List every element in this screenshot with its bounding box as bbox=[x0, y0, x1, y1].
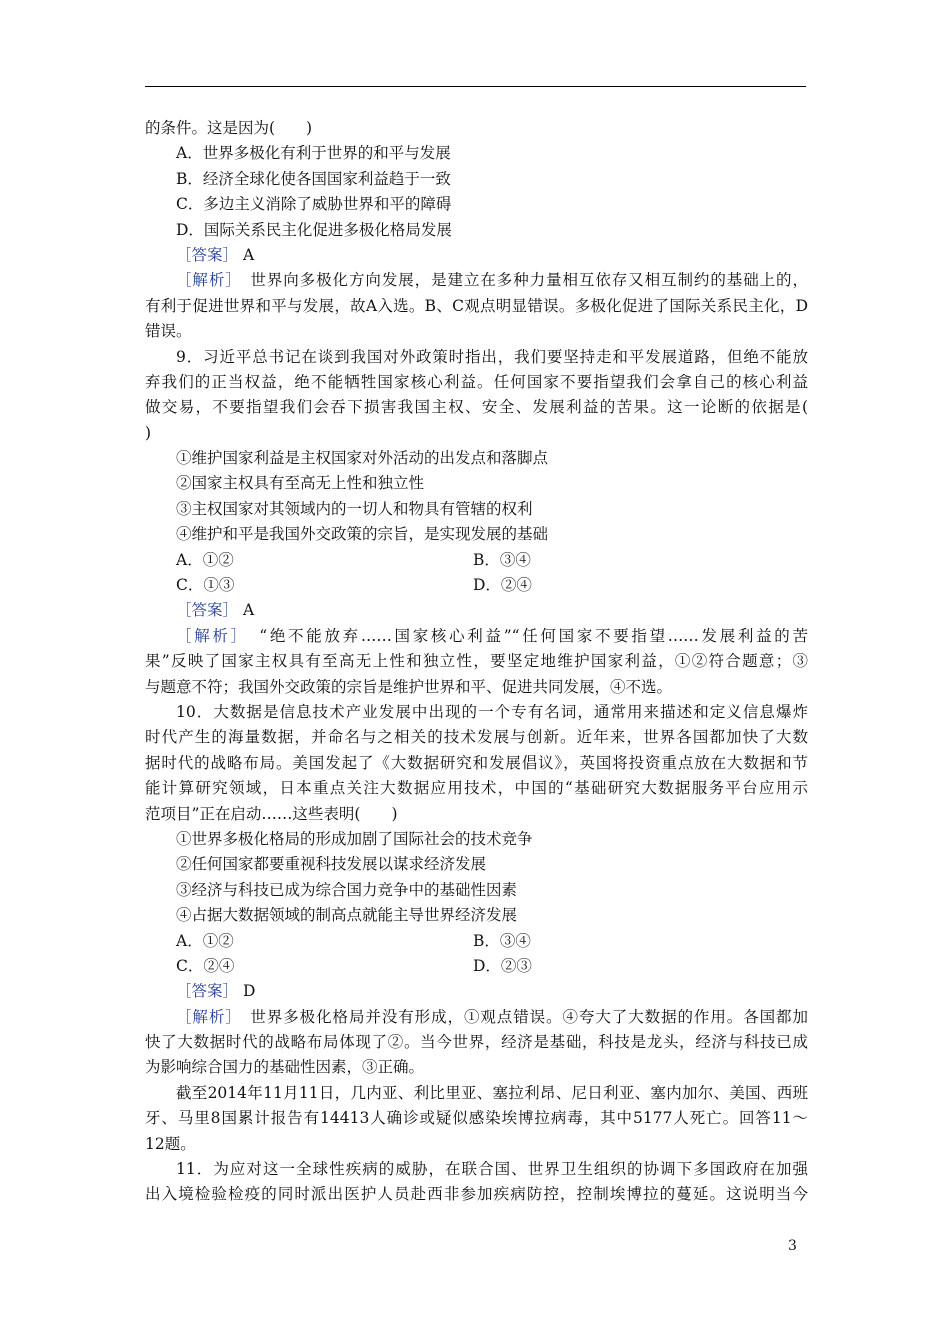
q10-stem-line-3: 据时代的战略布局。美国发起了《大数据研究和发展倡议》，英国将投资重点放在大数据和节 bbox=[145, 753, 808, 772]
q9-item-1: ①维护国家利益是主权国家对外活动的出发点和落脚点 bbox=[176, 449, 549, 468]
q9-option-c: C．①③ bbox=[176, 576, 235, 595]
q10-option-b: B．③④ bbox=[473, 931, 531, 950]
q9-analysis-line-2: 果”反映了国家主权具有至高无上性和独立性，要坚定地维护国家利益，①②符合题意；③ bbox=[145, 652, 808, 671]
q10-analysis-line-2: 快了大数据时代的战略布局体现了②。当今世界，经济是基础，科技是龙头，经济与科技已成 bbox=[145, 1033, 808, 1052]
analysis-label: ［解析］ bbox=[176, 1007, 234, 1026]
q10-answer-value: D bbox=[242, 982, 256, 1001]
analysis-label: ［解析］ bbox=[176, 271, 234, 290]
q8-answer bbox=[145, 243, 808, 268]
q10-analysis-line-1: ［解析］ 世界多极化格局并没有形成，①观点错误。④夸大了大数据的作用。各国都加 bbox=[176, 1007, 808, 1026]
q9-option-d: D．②④ bbox=[473, 576, 532, 595]
q8-option-c: C．多边主义消除了威胁世界和平的障碍 bbox=[176, 195, 452, 214]
q8-analysis-line-1: ［解析］ 世界向多极化方向发展，是建立在多种力量相互依存又相互制约的基础上的， bbox=[176, 271, 808, 290]
q8-option-b: B．经济全球化使各国国家利益趋于一致 bbox=[176, 169, 451, 188]
q9-item-4: ④维护和平是我国外交政策的宗旨，是实现发展的基础 bbox=[176, 525, 549, 544]
q10-option-d: D．②③ bbox=[473, 956, 532, 975]
q10-option-c: C．②④ bbox=[176, 956, 235, 975]
q9-option-a: A．①② bbox=[176, 550, 234, 569]
q9-option-b: B．③④ bbox=[473, 550, 531, 569]
q10-item-1: ①世界多极化格局的形成加剧了国际社会的技术竞争 bbox=[176, 829, 533, 848]
q10-analysis-line-3: 为影响综合国力的基础性因素，③正确。 bbox=[145, 1058, 425, 1077]
analysis-label: ［解析］ bbox=[176, 626, 242, 645]
q8-analysis-line-2: 有利于促进世界和平与发展，故A入选。B、C观点明显错误。多极化促进了国际关系民主化，D bbox=[145, 296, 808, 315]
q10-stem-line-5: 范项目”正在启动……这些表明( ) bbox=[145, 804, 398, 823]
q9-analysis-line-1: ［解析］ “绝不能放弃……国家核心利益”“任何国家不要指望……发展利益的苦 bbox=[176, 626, 808, 645]
material-line-1: 截至2014年11月11日，几内亚、利比里亚、塞拉利昂、尼日利亚、塞内加尔、美国、西班 bbox=[176, 1083, 808, 1102]
q9-analysis-line-3: 与题意不符；我国外交政策的宗旨是维护世界和平、促进共同发展，④不选。 bbox=[145, 677, 673, 696]
q11-stem-line-2: 出入境检验检疫的同时派出医护人员赴西非参加疾病防控，控制埃博拉的蔓延。这说明当今 bbox=[145, 1185, 808, 1204]
q8-stem-tail: 的条件。这是因为( ) bbox=[145, 119, 313, 137]
q10-item-4: ④占据大数据领域的制高点就能主导世界经济发展 bbox=[176, 906, 518, 925]
header-rule bbox=[145, 86, 806, 87]
q10-stem-line-4: 能计算研究领域，日本重点关注大数据应用技术，中国的“基础研究大数据服务平台应用示 bbox=[145, 779, 808, 798]
q10-stem-line-1: 10．大数据是信息技术产业发展中出现的一个专有名词，通常用来描述和定义信息爆炸 bbox=[176, 702, 808, 721]
q10-options-row-1 bbox=[145, 929, 808, 954]
q10-item-2: ②任何国家都要重视科技发展以谋求经济发展 bbox=[176, 855, 487, 874]
q8-option-a: A．世界多极化有利于世界的和平与发展 bbox=[176, 144, 451, 163]
q9-item-2: ②国家主权具有至高无上性和独立性 bbox=[176, 474, 425, 493]
q10-stem-line-2: 时代产生的海量数据，并命名与之相关的技术发展与创新。近年来，世界各国都加快了大数 bbox=[145, 728, 808, 747]
q10-option-a: A．①② bbox=[176, 931, 234, 950]
q10-item-3: ③经济与科技已成为综合国力竞争中的基础性因素 bbox=[176, 880, 518, 899]
page-number: 3 bbox=[788, 1238, 797, 1254]
q9-options-row-1 bbox=[145, 548, 808, 573]
q9-options-row-2 bbox=[145, 573, 808, 598]
answer-label: ［答案］ bbox=[176, 245, 239, 264]
q8-option-d: D．国际关系民主化促进多极化格局发展 bbox=[176, 220, 452, 239]
answer-label: ［答案］ bbox=[176, 982, 239, 1001]
q8-answer-value: A bbox=[242, 245, 255, 264]
material-line-2: 牙、马里8国累计报告有14413人确诊或疑似感染埃博拉病毒，其中5177人死亡。回答11～ bbox=[145, 1109, 808, 1128]
q9-stem-line-4: ) bbox=[145, 423, 152, 442]
q9-answer-value: A bbox=[242, 601, 255, 620]
answer-label: ［答案］ bbox=[176, 601, 239, 620]
q9-answer bbox=[145, 598, 808, 623]
q9-stem-line-3: 做交易，不要指望我们会吞下损害我国主权、安全、发展利益的苦果。这一论断的依据是( bbox=[145, 398, 808, 417]
q9-stem-line-2: 弃我们的正当权益，绝不能牺牲国家核心利益。任何国家不要指望我们会拿自己的核心利益 bbox=[145, 372, 808, 391]
q9-item-3: ③主权国家对其领域内的一切人和物具有管辖的权利 bbox=[176, 499, 533, 518]
q10-options-row-2 bbox=[145, 954, 808, 979]
q9-stem-line-1: 9．习近平总书记在谈到我国对外政策时指出，我们要坚持走和平发展道路，但绝不能放 bbox=[176, 347, 808, 366]
q8-analysis-line-3: 错误。 bbox=[145, 322, 192, 341]
page-content bbox=[145, 116, 808, 1208]
q11-stem-line-1: 11．为应对这一全球性疾病的威胁，在联合国、世界卫生组织的协调下多国政府在加强 bbox=[176, 1160, 808, 1179]
q10-answer bbox=[145, 979, 808, 1004]
material-line-3: 12题。 bbox=[145, 1134, 196, 1153]
